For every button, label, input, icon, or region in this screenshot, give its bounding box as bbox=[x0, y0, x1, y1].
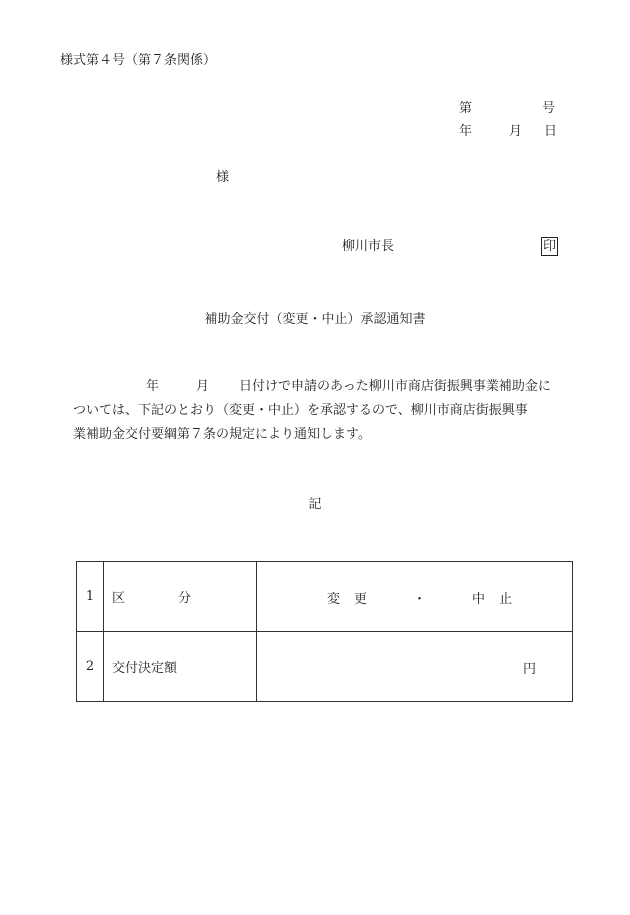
date-month-label: 月 bbox=[509, 124, 523, 139]
details-table bbox=[76, 561, 573, 702]
body-line2: ついては、下記のとおり（変更・中止）を承認するので、柳川市商店街振興事 bbox=[73, 403, 528, 418]
row-number: 2 bbox=[77, 632, 104, 702]
row-value bbox=[257, 632, 573, 702]
body-year: 年 bbox=[146, 379, 160, 394]
amount-unit: 円 bbox=[522, 662, 536, 677]
option-char: 更 bbox=[354, 592, 368, 607]
option-char: 変 bbox=[327, 592, 341, 607]
form-number: 様式第４号（第７条関係） bbox=[60, 53, 217, 68]
date-year-label: 年 bbox=[459, 124, 473, 139]
addressee-suffix: 様 bbox=[216, 170, 230, 185]
row-number: 1 bbox=[77, 562, 104, 632]
date-day-label: 日 bbox=[544, 124, 558, 139]
row-value bbox=[257, 562, 573, 632]
document-number-prefix: 第 bbox=[459, 101, 473, 116]
row-label-part: 分 bbox=[178, 591, 192, 606]
row-label-part: 区 bbox=[112, 591, 126, 606]
seal-mark: 印 bbox=[543, 239, 557, 254]
option-char: 止 bbox=[499, 592, 513, 607]
body-month: 月 bbox=[196, 379, 210, 394]
body-line3: 業補助金交付要綱第７条の規定により通知します。 bbox=[73, 427, 371, 442]
document-title: 補助金交付（変更・中止）承認通知書 bbox=[204, 312, 426, 327]
option-char: 中 bbox=[472, 592, 486, 607]
option-separator: ・ bbox=[413, 592, 427, 607]
table-row bbox=[77, 562, 573, 632]
row-label: 交付決定額 bbox=[104, 632, 257, 702]
row-label bbox=[104, 562, 257, 632]
ki-heading: 記 bbox=[308, 497, 322, 512]
change-cancel-options bbox=[327, 588, 512, 607]
issuer-name: 柳川市長 bbox=[342, 239, 395, 254]
table-row bbox=[77, 632, 573, 702]
document-number-suffix: 号 bbox=[542, 101, 556, 116]
body-text bbox=[73, 375, 593, 447]
body-line1: 日付けで申請のあった柳川市商店街振興事業補助金に bbox=[239, 379, 551, 394]
